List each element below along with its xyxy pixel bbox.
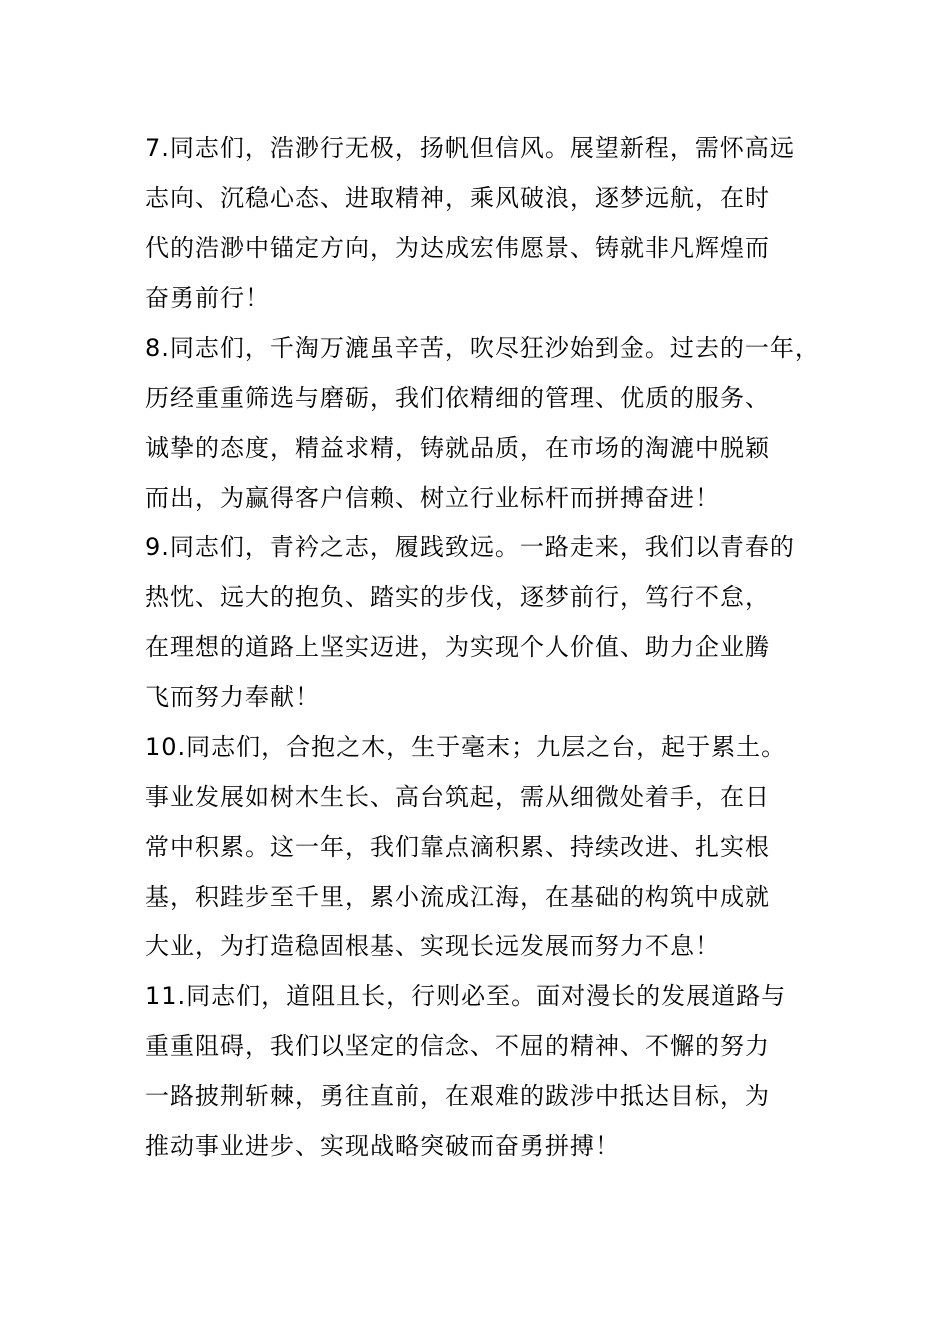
text-line: 基，积跬步至千里，累小流成江海，在基础的构筑中成就 [145,883,770,911]
text-line: 推动事业进步、实现战略突破而奋勇拼搏！ [145,1132,620,1160]
text-line: 事业发展如树木生长、高台筑起，需从细微处着手，在日 [145,783,770,811]
text-line: 一路披荆斩棘，勇往直前，在艰难的跋涉中抵达目标，为 [145,1082,770,1110]
text-line: 7.同志们，浩渺行无极，扬帆但信风。展望新程，需怀高远 [145,134,795,162]
text-line: 11.同志们，道阻且长，行则必至。面对漫长的发展道路与 [145,982,787,1010]
text-line: 诚挚的态度，精益求精，铸就品质，在市场的淘漉中脱颖 [145,434,770,462]
text-line: 9.同志们，青衿之志，履践致远。一路走来，我们以青春的 [145,533,795,561]
text-line: 在理想的道路上坚实迈进，为实现个人价值、助力企业腾 [145,633,770,661]
text-line: 常中积累。这一年，我们靠点滴积累、持续改进、扎实根 [145,833,770,861]
text-line: 10.同志们，合抱之木，生于毫末；九层之台，起于累土。 [145,733,787,761]
text-line: 历经重重筛选与磨砺，我们依精细的管理、优质的服务、 [145,384,770,412]
text-line: 8.同志们，千淘万漉虽辛苦，吹尽狂沙始到金。过去的一年， [145,334,820,362]
text-line: 大业，为打造稳固根基、实现长远发展而努力不息！ [145,932,720,960]
text-line: 重重阻碍，我们以坚定的信念、不屈的精神、不懈的努力 [145,1032,770,1060]
text-line: 热忱、远大的抱负、踏实的步伐，逐梦前行，笃行不怠， [145,583,770,611]
text-line: 而出，为赢得客户信赖、树立行业标杆而拼搏奋进！ [145,484,720,512]
text-line: 志向、沉稳心态、进取精神，乘风破浪，逐梦远航，在时 [145,184,770,212]
text-line: 代的浩渺中锚定方向，为达成宏伟愿景、铸就非凡辉煌而 [145,234,770,262]
text-line: 飞而努力奉献！ [145,683,320,711]
text-line: 奋勇前行！ [145,284,270,312]
